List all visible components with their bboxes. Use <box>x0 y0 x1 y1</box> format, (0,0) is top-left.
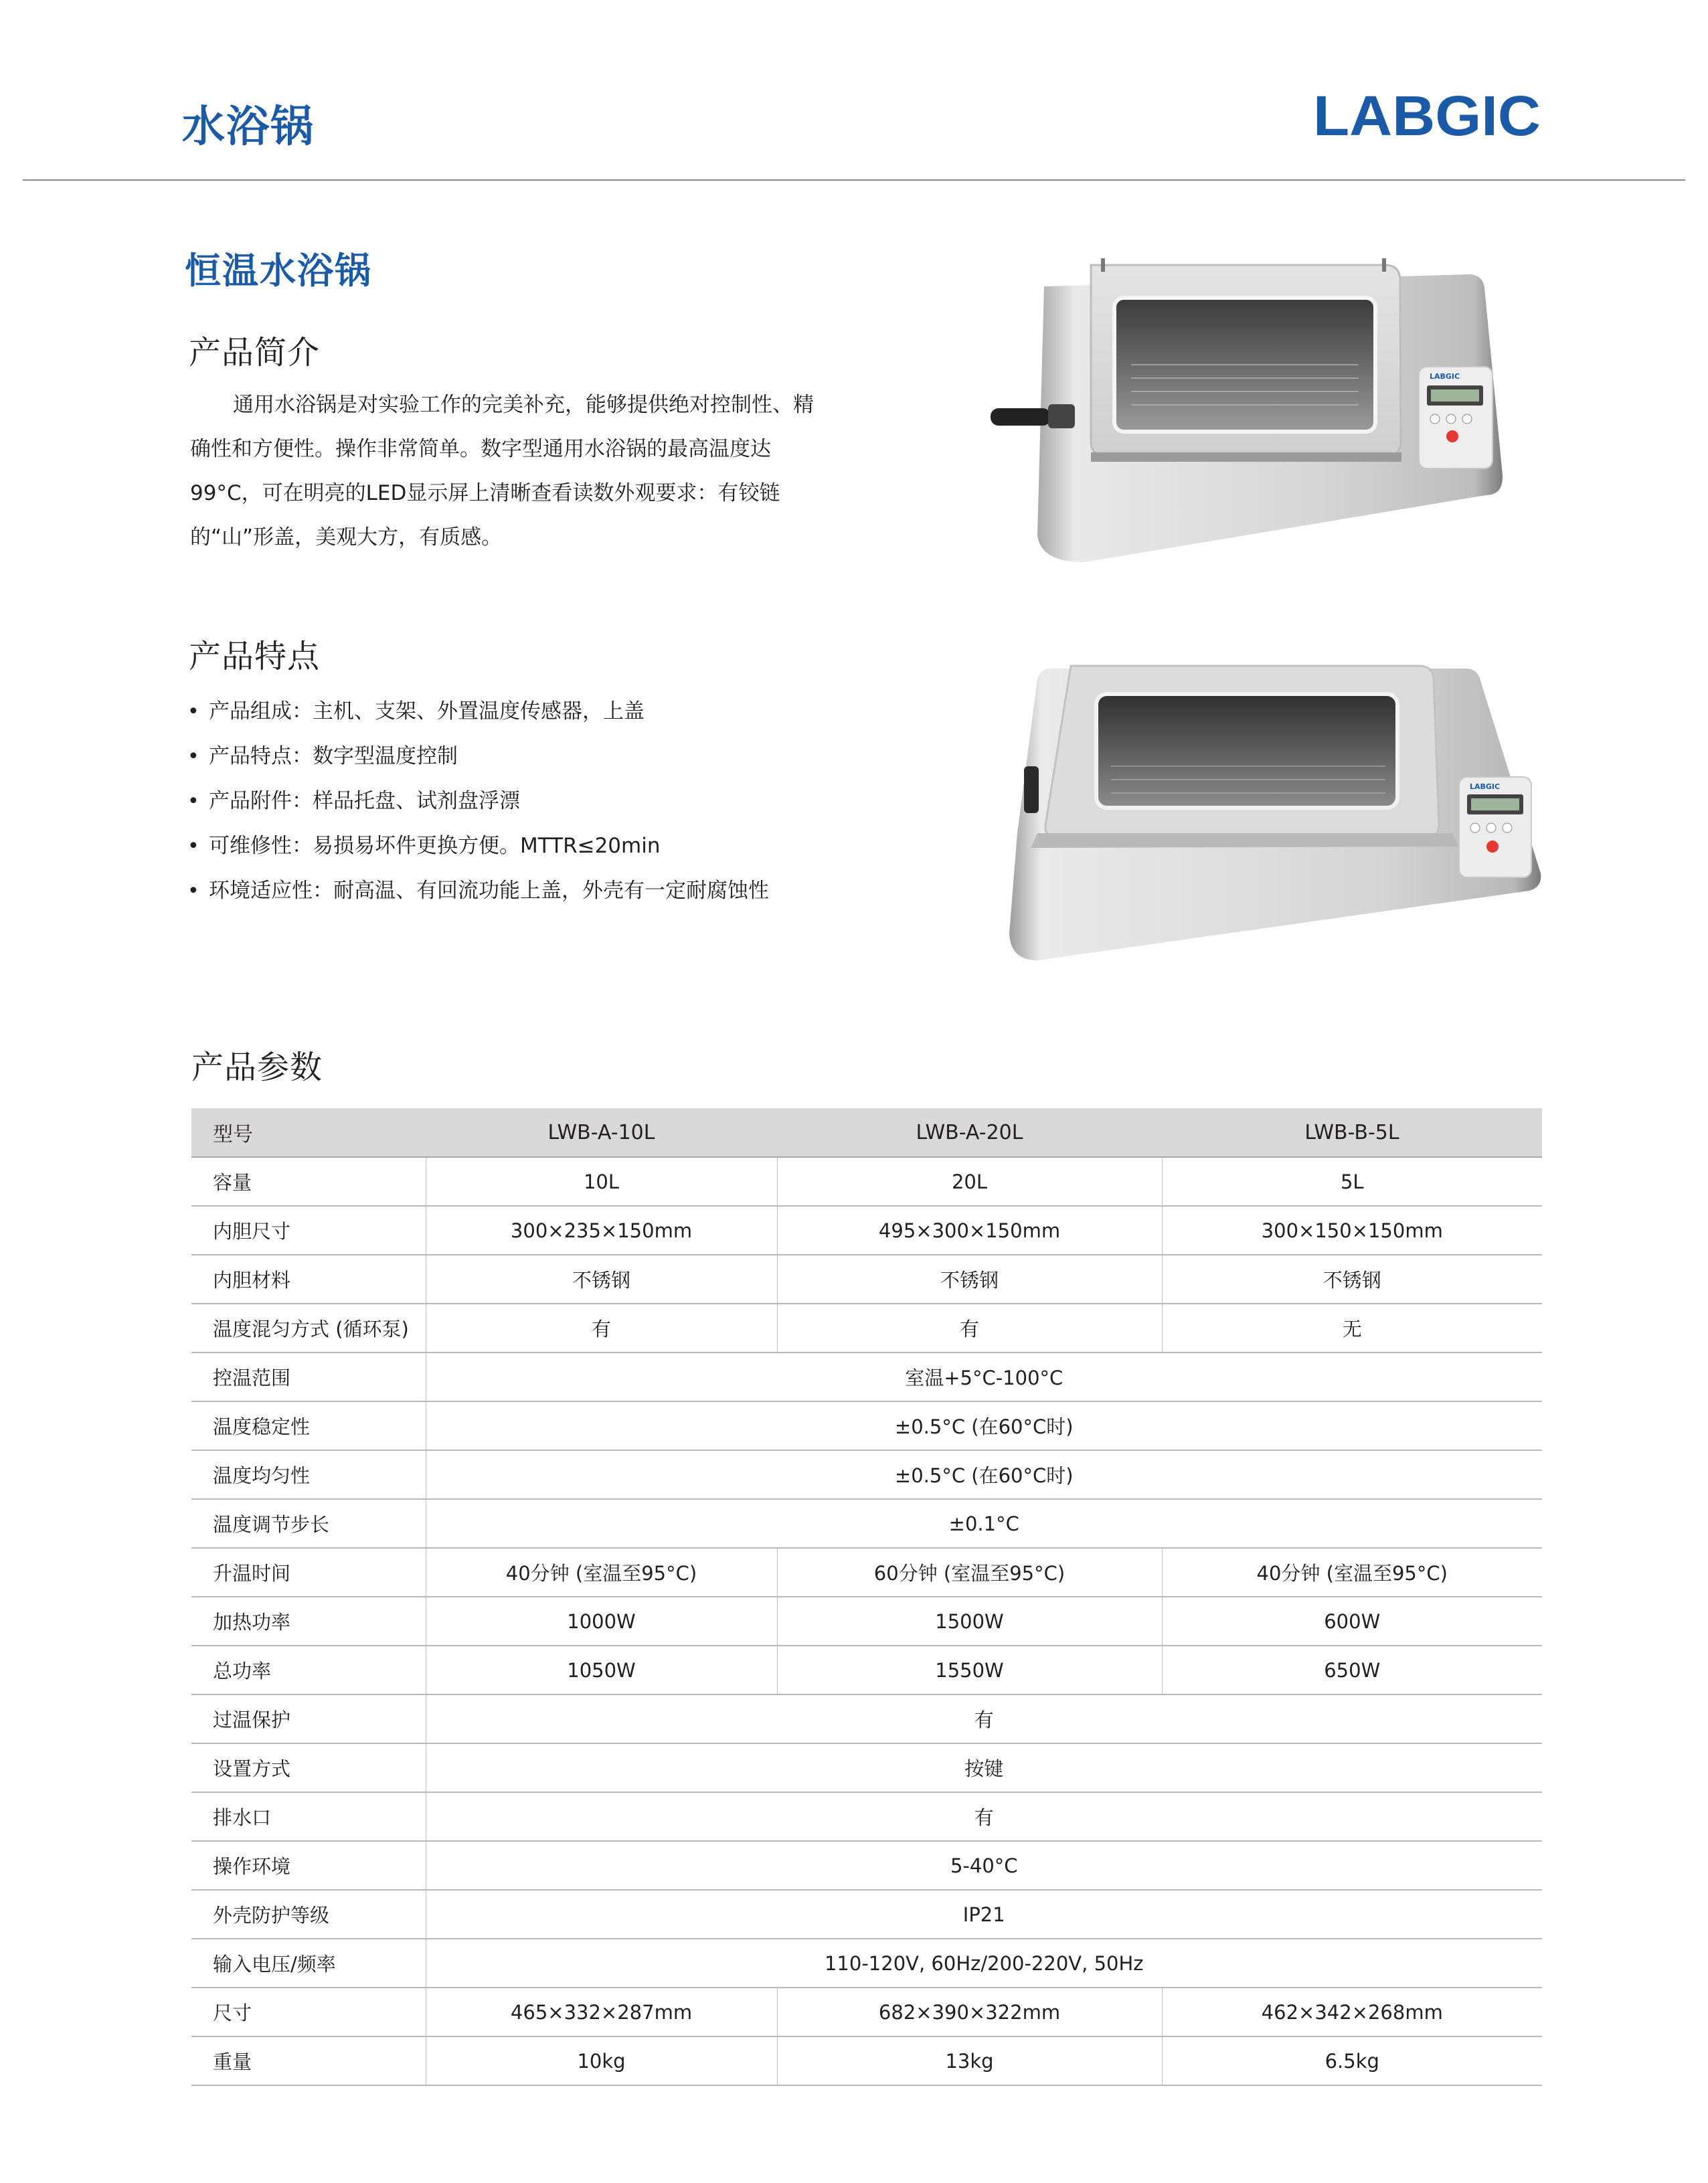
row-label: 排水口 <box>191 1792 426 1841</box>
table-cell: 无 <box>1162 1304 1542 1352</box>
table-cell: 不锈钢 <box>426 1255 777 1304</box>
table-cell: 有 <box>777 1304 1162 1352</box>
table-cell: 40分钟 (室温至95°C) <box>426 1548 777 1597</box>
row-label: 外壳防护等级 <box>191 1890 426 1939</box>
features-list <box>187 689 769 913</box>
table-row <box>191 1157 1542 1206</box>
row-label: 输入电压/频率 <box>191 1939 426 1988</box>
table-cell: 465×332×287mm <box>426 1988 777 2036</box>
table-cell: 有 <box>426 1792 1542 1841</box>
table-row <box>191 1597 1542 1646</box>
table-cell: 5L <box>1162 1157 1542 1206</box>
table-cell: ±0.5°C (在60°C时) <box>426 1450 1542 1499</box>
table-cell: 5-40°C <box>426 1841 1542 1890</box>
table-row <box>191 1255 1542 1304</box>
bullet-icon: • <box>187 879 199 903</box>
table-cell: 不锈钢 <box>777 1255 1162 1304</box>
labgic-logo <box>1313 88 1541 142</box>
table-cell: 110-120V, 60Hz/200-220V, 50Hz <box>426 1939 1542 1988</box>
table-row <box>191 1352 1542 1401</box>
panel-logo: LABGIC <box>1470 782 1501 791</box>
list-item <box>187 824 769 869</box>
feature-text: 产品特点：数字型温度控制 <box>209 744 458 768</box>
table-header-row <box>191 1108 1542 1157</box>
table-cell: 有 <box>426 1304 777 1352</box>
row-label: 加热功率 <box>191 1597 426 1646</box>
bullet-icon: • <box>187 745 199 768</box>
table-row <box>191 1450 1542 1499</box>
logo-text: LABGIC <box>1313 88 1541 142</box>
table-row <box>191 1743 1542 1792</box>
product-image-top <box>991 254 1513 562</box>
product-image-bottom <box>997 652 1546 960</box>
table-cell: 按键 <box>426 1743 1542 1792</box>
spec-table <box>191 1108 1542 2086</box>
column-header: LWB-A-10L <box>426 1108 777 1157</box>
header-divider <box>23 179 1685 181</box>
table-cell: 40分钟 (室温至95°C) <box>1162 1548 1542 1597</box>
table-cell: 室温+5°C-100°C <box>426 1352 1542 1401</box>
intro-heading: 产品简介 <box>189 334 321 371</box>
table-cell: ±0.5°C (在60°C时) <box>426 1401 1542 1450</box>
column-header: LWB-A-20L <box>777 1108 1162 1157</box>
table-cell: 1550W <box>777 1646 1162 1694</box>
column-header: LWB-B-5L <box>1162 1108 1542 1157</box>
table-cell: 10L <box>426 1157 777 1206</box>
intro-paragraph: 通用水浴锅是对实验工作的完美补充，能够提供绝对控制性、精确性和方便性。操作非常简单。数字型通用水浴锅的最高温度达99°C，可在明亮的LED显示屏上清晰查看读数外观要求：有铰链的“山”形盖，美观大方，有质感。 <box>190 393 814 549</box>
table-cell: 10kg <box>426 2036 777 2085</box>
product-title: 恒温水浴锅 <box>185 250 372 292</box>
table-cell: 不锈钢 <box>1162 1255 1542 1304</box>
table-cell: 495×300×150mm <box>777 1206 1162 1255</box>
page-title: 水浴锅 <box>182 102 315 152</box>
table-row <box>191 1939 1542 1988</box>
row-label: 总功率 <box>191 1646 426 1694</box>
feature-text: 产品附件：样品托盘、试剂盘浮漂 <box>209 789 520 813</box>
table-cell: 650W <box>1162 1646 1542 1694</box>
table-row <box>191 2036 1542 2085</box>
params-heading: 产品参数 <box>191 1049 323 1086</box>
table-row <box>191 1988 1542 2036</box>
row-label: 内胆材料 <box>191 1255 426 1304</box>
bullet-icon: • <box>187 700 199 723</box>
table-row <box>191 1694 1542 1743</box>
feature-text: 可维修性：易损易坏件更换方便。MTTR≤20min <box>209 834 661 858</box>
water-bath-illustration <box>997 652 1546 960</box>
bullet-icon: • <box>187 835 199 858</box>
row-label: 温度混匀方式 (循环泵) <box>191 1304 426 1352</box>
row-label: 容量 <box>191 1157 426 1206</box>
row-label: 温度稳定性 <box>191 1401 426 1450</box>
table-row <box>191 1548 1542 1597</box>
table-row <box>191 1646 1542 1694</box>
water-bath-illustration <box>991 254 1513 562</box>
table-cell: 300×235×150mm <box>426 1206 777 1255</box>
row-label: 尺寸 <box>191 1988 426 2036</box>
table-row <box>191 1792 1542 1841</box>
table-row <box>191 1401 1542 1450</box>
table-row <box>191 1499 1542 1548</box>
list-item <box>187 689 769 734</box>
table-cell: 300×150×150mm <box>1162 1206 1542 1255</box>
table-row <box>191 1841 1542 1890</box>
row-label: 控温范围 <box>191 1352 426 1401</box>
table-cell: 20L <box>777 1157 1162 1206</box>
table-cell: 1000W <box>426 1597 777 1646</box>
row-label: 重量 <box>191 2036 426 2085</box>
row-label: 温度调节步长 <box>191 1499 426 1548</box>
table-cell: 60分钟 (室温至95°C) <box>777 1548 1162 1597</box>
row-label: 设置方式 <box>191 1743 426 1792</box>
table-cell: ±0.1°C <box>426 1499 1542 1548</box>
list-item <box>187 734 769 779</box>
table-cell: 462×342×268mm <box>1162 1988 1542 2036</box>
features-heading: 产品特点 <box>189 638 321 675</box>
row-label: 操作环境 <box>191 1841 426 1890</box>
feature-text: 环境适应性：耐高温、有回流功能上盖，外壳有一定耐腐蚀性 <box>209 879 769 903</box>
row-label: 过温保护 <box>191 1694 426 1743</box>
list-item <box>187 779 769 824</box>
table-cell: 1500W <box>777 1597 1162 1646</box>
table-cell: 600W <box>1162 1597 1542 1646</box>
row-label: 内胆尺寸 <box>191 1206 426 1255</box>
row-label: 温度均匀性 <box>191 1450 426 1499</box>
feature-text: 产品组成：主机、支架、外置温度传感器，上盖 <box>209 699 645 723</box>
row-label: 升温时间 <box>191 1548 426 1597</box>
column-header-model: 型号 <box>191 1108 426 1157</box>
table-cell: 682×390×322mm <box>777 1988 1162 2036</box>
table-cell: 1050W <box>426 1646 777 1694</box>
table-row <box>191 1304 1542 1352</box>
table-row <box>191 1206 1542 1255</box>
table-cell: IP21 <box>426 1890 1542 1939</box>
table-cell: 6.5kg <box>1162 2036 1542 2085</box>
table-row <box>191 1890 1542 1939</box>
table-cell: 13kg <box>777 2036 1162 2085</box>
bullet-icon: • <box>187 790 199 813</box>
list-item <box>187 869 769 913</box>
panel-logo: LABGIC <box>1430 372 1460 381</box>
table-cell: 有 <box>426 1694 1542 1743</box>
